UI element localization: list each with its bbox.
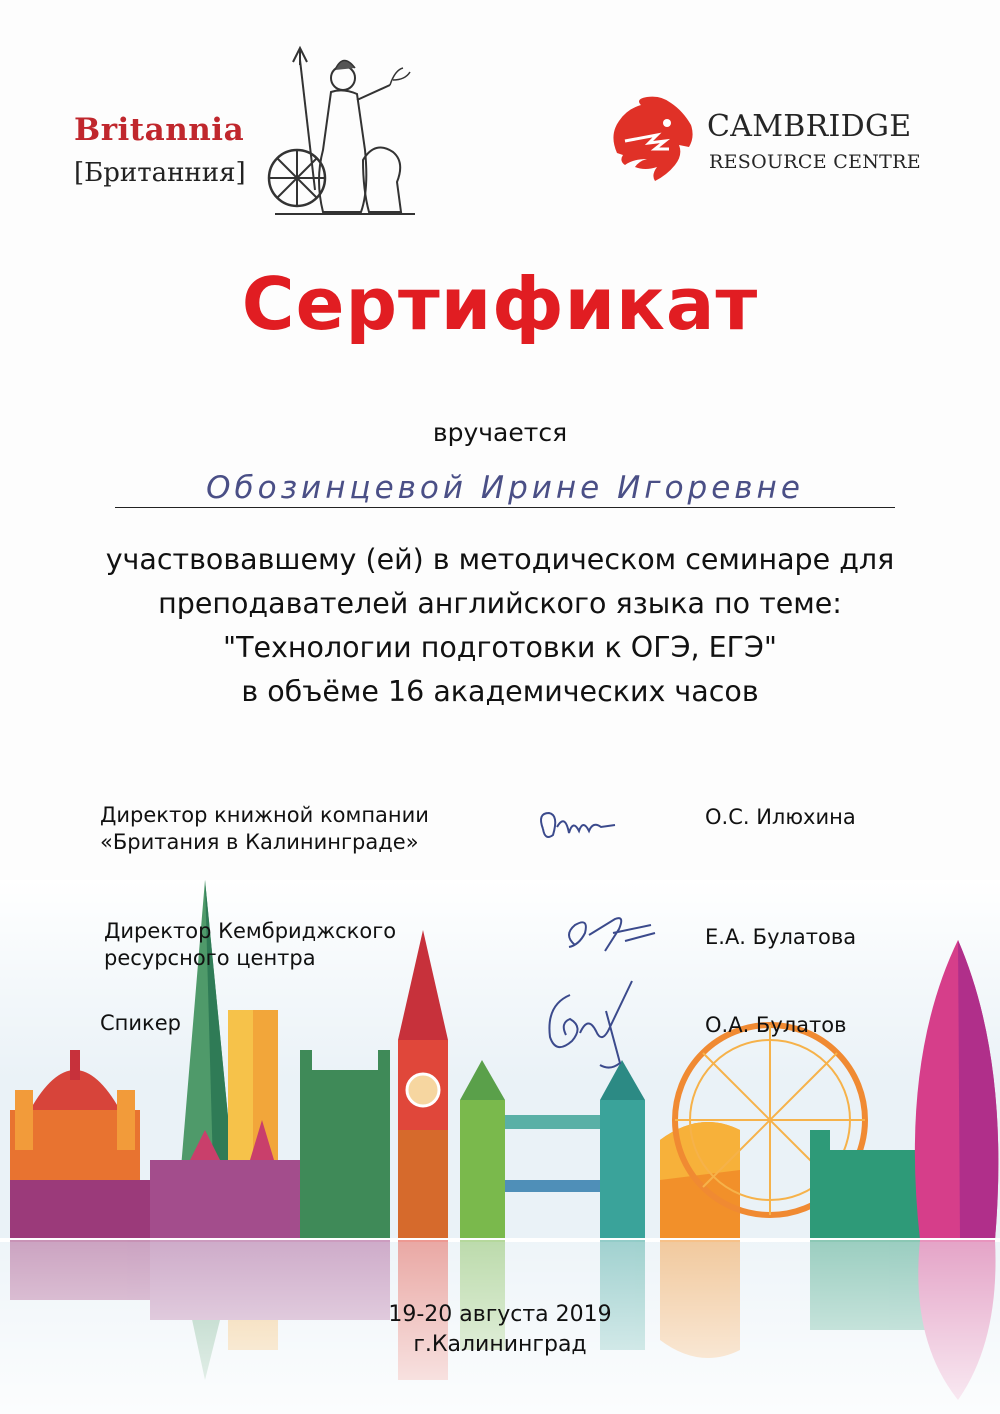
signature-ilyukhina: [535, 805, 625, 845]
role-line: ресурсного центра: [104, 946, 316, 970]
certificate-body: [40, 538, 960, 714]
body-line: преподавателей английского языка по теме:: [158, 587, 842, 620]
cambridge-subtitle: RESOURCE CENTRE: [709, 151, 921, 173]
footer-date-place: [0, 1300, 1000, 1360]
signature-bulatova: [555, 905, 665, 965]
cambridge-name: CAMBRIDGE: [707, 109, 912, 144]
body-line: участвовавшему (ей) в методическом семинаре для: [105, 543, 895, 576]
signatory-name-ilyukhina: О.С. Илюхина: [705, 805, 856, 829]
signatory-name-bulatova: Е.А. Булатова: [705, 925, 857, 949]
britannia-name-ru: [Британния]: [74, 158, 246, 188]
signatory-role-speaker: [100, 1010, 181, 1037]
awarded-text: вручается: [432, 418, 568, 447]
event-city: г.Калининград: [413, 1332, 587, 1357]
britannia-name: Britannia: [74, 112, 245, 148]
signatory-role-cambridge: [104, 918, 396, 972]
signature-bulatov: [540, 975, 650, 1075]
body-line: в объёме 16 академических часов: [241, 675, 759, 708]
certificate-title: Сертификат: [241, 262, 759, 346]
britannia-logo: [70, 40, 420, 220]
role-line: Директор книжной компании: [100, 803, 429, 827]
cambridge-logo: [605, 95, 950, 190]
recipient-name: Обозинцевой Ирине Игоревне: [206, 470, 804, 506]
event-date: 19-20 августа 2019: [388, 1302, 612, 1327]
recipient-underline: [115, 507, 895, 508]
britannia-figure-icon: [265, 40, 420, 220]
lion-head-icon: [605, 95, 697, 187]
signatory-name-bulatov: О.А. Булатов: [705, 1013, 847, 1037]
body-line: "Технологии подготовки к ОГЭ, ЕГЭ": [222, 631, 778, 664]
role-line: Спикер: [100, 1011, 181, 1035]
signatory-role-britannia: [100, 802, 429, 856]
role-line: Директор Кембриджского: [104, 919, 397, 943]
role-line: «Британия в Калининграде»: [100, 830, 419, 854]
